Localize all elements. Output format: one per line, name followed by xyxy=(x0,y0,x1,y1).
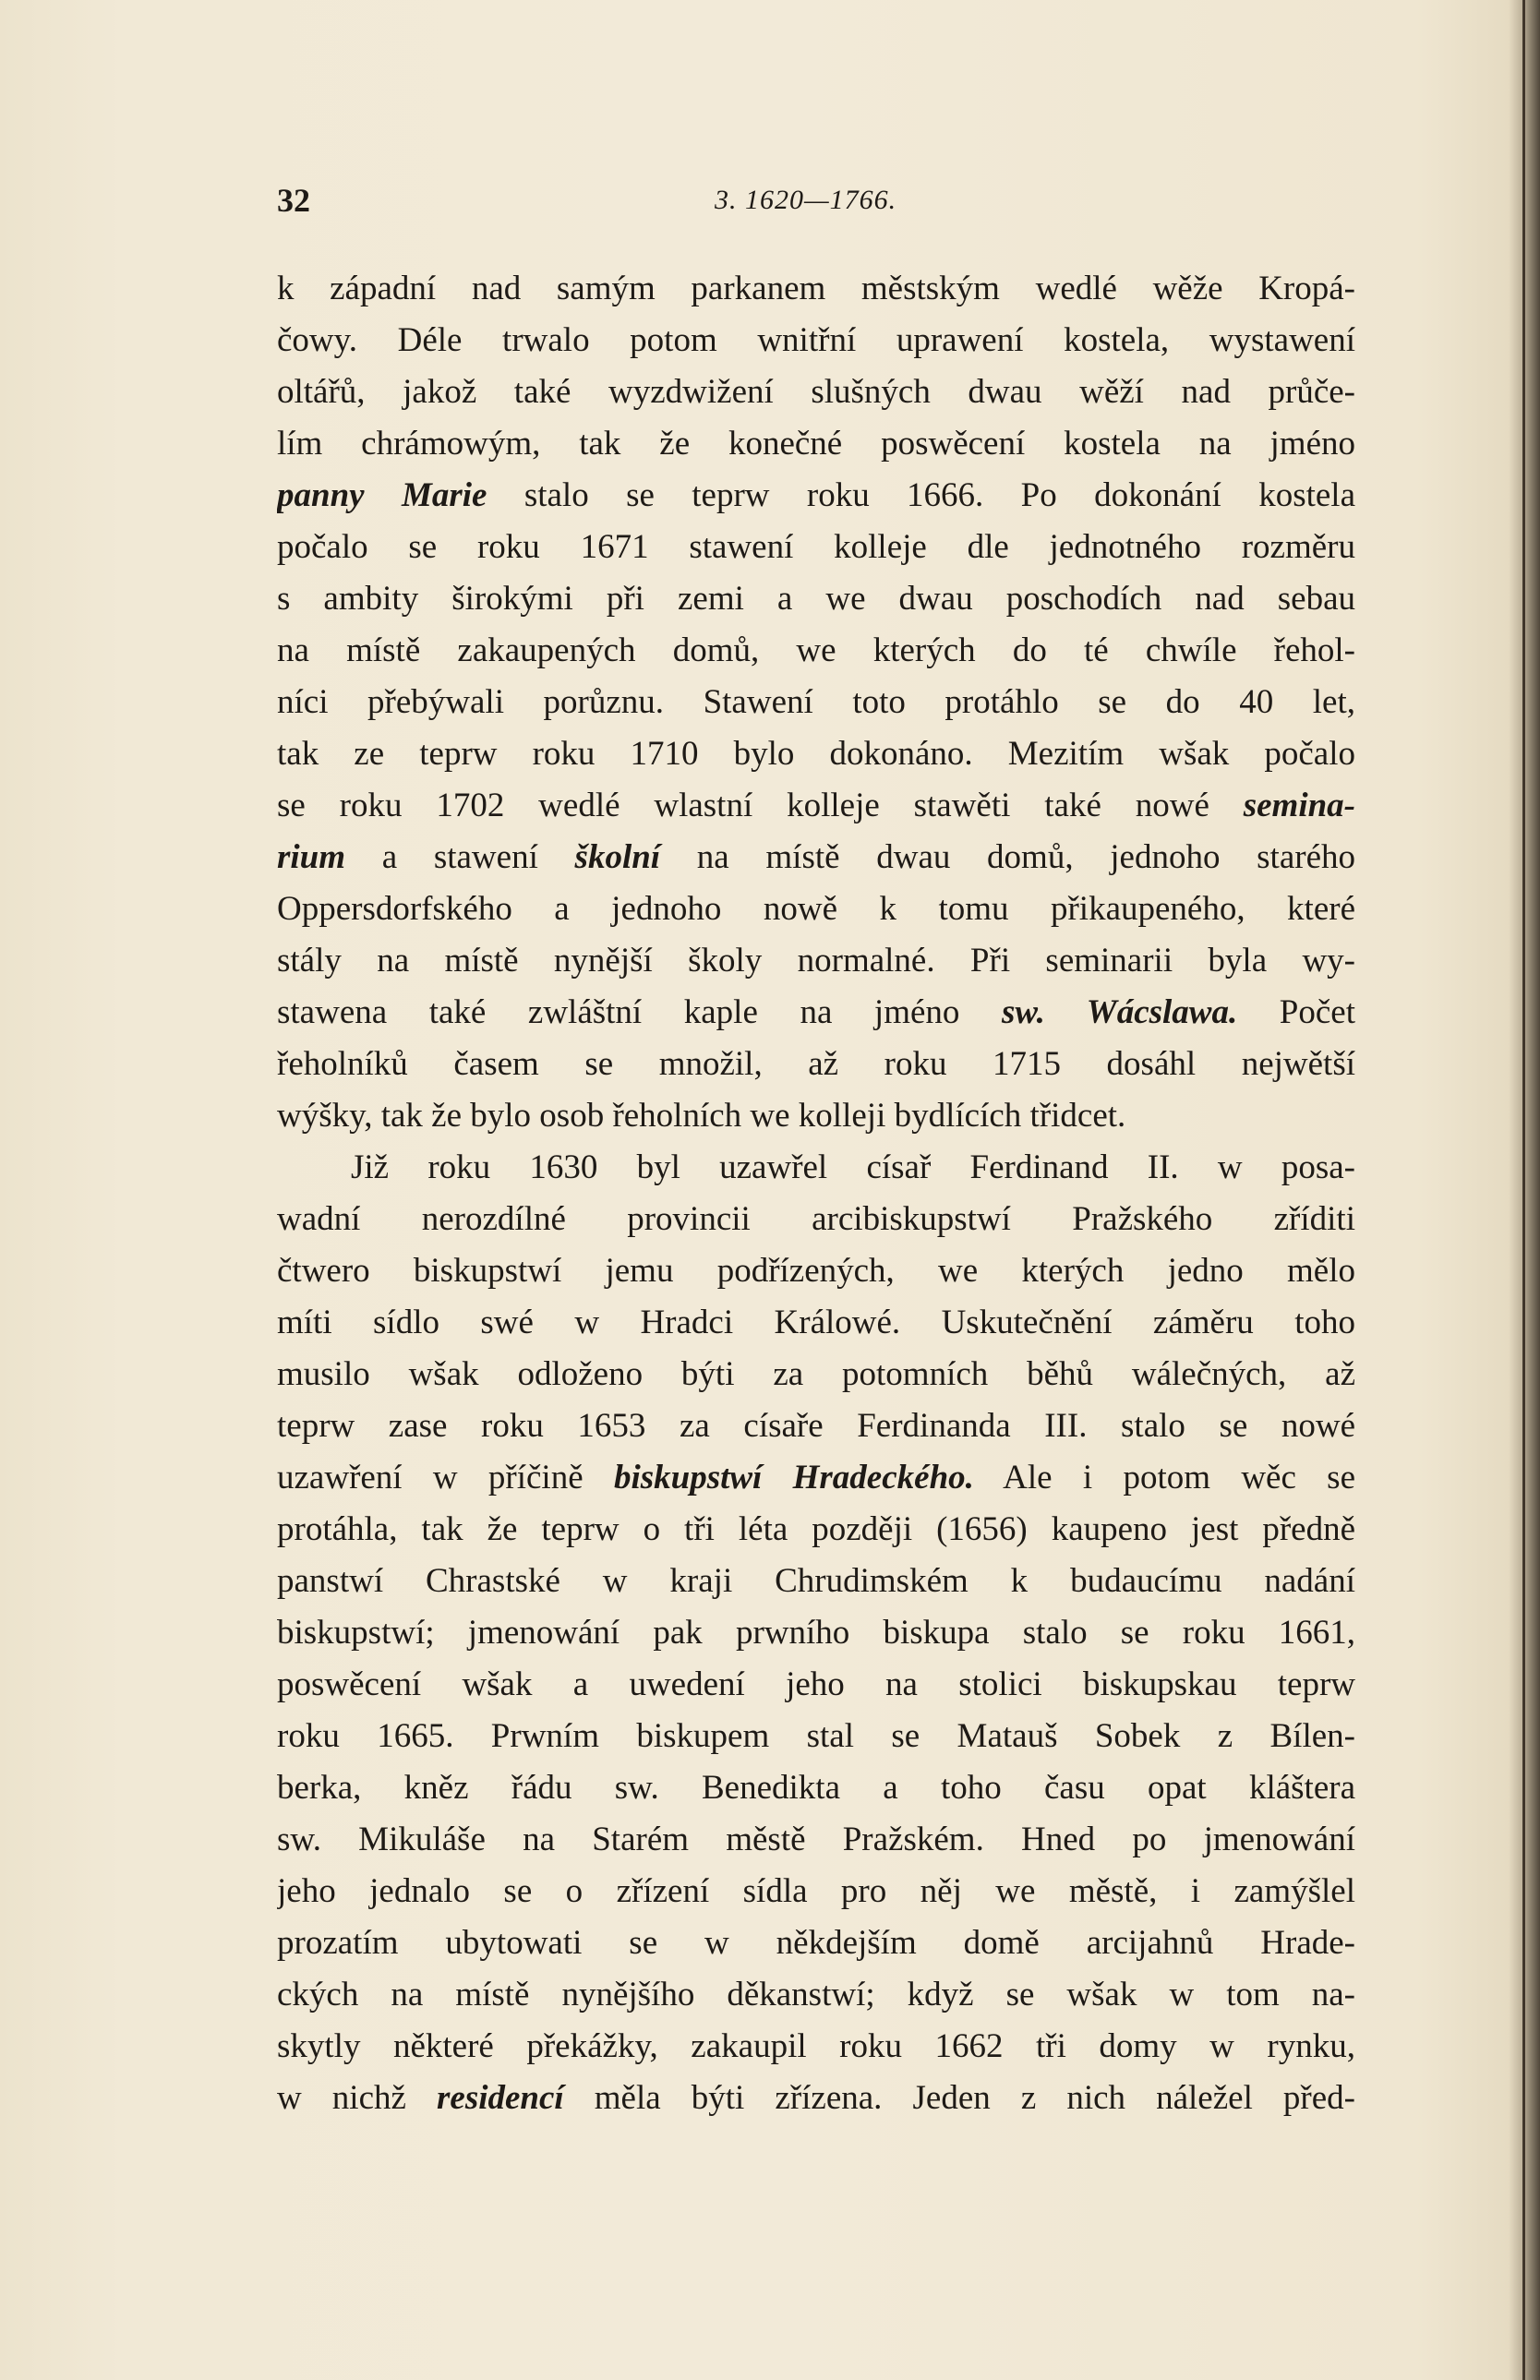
emphasized-text: biskupstwí Hradeckého. xyxy=(613,1459,974,1497)
text-segment: stály na místě nynější školy normalné. Při seminarii byla wy- xyxy=(277,942,1355,980)
text-line xyxy=(277,1659,1355,1711)
text-line xyxy=(277,987,1355,1039)
text-segment: jeho jednalo se o zřízení sídla pro něj we městě, i zamýšlel xyxy=(277,1872,1355,1910)
text-segment: prozatím ubytowati se w někdejším domě arcijahnů Hrade- xyxy=(277,1924,1355,1962)
text-segment: wadní nerozdílné provincii arcibiskupstwí Pražského zříditi xyxy=(277,1200,1355,1238)
text-line xyxy=(277,1142,1355,1194)
text-segment: níci přebýwali porůznu. Stawení toto protáhlo se do 40 let, xyxy=(277,683,1355,721)
text-segment: měla býti zřízena. Jeden z nich náležel před- xyxy=(563,2079,1355,2117)
page-header xyxy=(277,181,1355,227)
text-line xyxy=(277,1452,1355,1504)
text-segment: oltářů, jakož také wyzdwižení slušných dwau wěží nad průče- xyxy=(277,373,1355,411)
text-line xyxy=(277,1814,1355,1866)
emphasized-text: panny Marie xyxy=(277,476,487,514)
text-segment: panstwí Chrastské w kraji Chrudimském k budaucímu nadání xyxy=(277,1562,1355,1600)
text-segment: sw. Mikuláše na Starém městě Pražském. Hned po jmenowání xyxy=(277,1821,1355,1858)
text-segment: Počet xyxy=(1237,993,1355,1031)
text-segment: teprw zase roku 1653 za císaře Ferdinanda III. stalo se nowé xyxy=(277,1407,1355,1445)
emphasized-text: školní xyxy=(574,838,661,876)
emphasized-text: sw. Wácslawa. xyxy=(1001,993,1238,1031)
text-line xyxy=(277,1349,1355,1400)
text-segment: a stawení xyxy=(345,838,575,876)
text-segment: Oppersdorfského a jednoho nowě k tomu přikaupeného, které xyxy=(277,890,1355,928)
text-line xyxy=(277,522,1355,573)
text-segment: tak ze teprw roku 1710 bylo dokonáno. Mezitím wšak počalo xyxy=(277,735,1355,773)
text-segment: čtwero biskupstwí jemu podřízených, we kterých jedno mělo xyxy=(277,1252,1355,1290)
text-line xyxy=(277,1969,1355,2021)
text-segment: lím chrámowým, tak že konečné poswěcení kostela na jméno xyxy=(277,425,1355,463)
text-segment: Ale i potom wěc se xyxy=(973,1459,1355,1497)
text-segment: míti sídlo swé w Hradci Králowé. Uskutečnění záměru toho xyxy=(277,1304,1355,1341)
text-line xyxy=(277,883,1355,935)
text-line xyxy=(277,1556,1355,1607)
page-number: 32 xyxy=(277,182,310,219)
text-segment: protáhla, tak že teprw o tři léta později (1656) kaupeno jest předně xyxy=(277,1510,1355,1548)
text-line xyxy=(277,263,1355,315)
text-line xyxy=(277,2073,1355,2124)
text-line xyxy=(277,1866,1355,1917)
text-line xyxy=(277,677,1355,728)
text-line xyxy=(277,1917,1355,1969)
text-segment: poswěcení wšak a uwedení jeho na stolici biskupskau teprw xyxy=(277,1665,1355,1703)
text-line xyxy=(277,780,1355,832)
text-line xyxy=(277,1400,1355,1452)
text-segment: k západní nad samým parkanem městským wedlé wěže Kropá- xyxy=(277,270,1355,307)
text-line xyxy=(277,1762,1355,1814)
text-segment: skytly některé překážky, zakaupil roku 1662 tři domy w rynku, xyxy=(277,2027,1355,2065)
text-segment: w nichž xyxy=(277,2079,437,2117)
text-segment: roku 1665. Prwním biskupem stal se Matauš Sobek z Bílen- xyxy=(277,1717,1355,1755)
text-segment: stalo se teprw roku 1666. Po dokonání kostela xyxy=(487,476,1355,514)
text-line xyxy=(277,625,1355,677)
text-segment: na místě zakaupených domů, we kterých do té chwíle řehol- xyxy=(277,631,1355,669)
text-segment: ckých na místě nynějšího děkanstwí; když se wšak w tom na- xyxy=(277,1976,1355,2013)
emphasized-text: rium xyxy=(277,838,346,876)
running-head: 3. 1620—1766. xyxy=(715,185,897,215)
text-segment: čowy. Déle trwalo potom wnitřní uprawení kostela, wystawení xyxy=(277,321,1355,359)
text-segment: biskupstwí; jmenowání pak prwního biskupa stalo se roku 1661, xyxy=(277,1614,1355,1652)
text-line xyxy=(277,1090,1355,1142)
text-line xyxy=(277,1504,1355,1556)
text-line xyxy=(277,367,1355,418)
emphasized-text: residencí xyxy=(437,2079,564,2117)
text-segment: musilo wšak odloženo býti za potomních běhů wálečných, až xyxy=(277,1355,1355,1393)
text-line xyxy=(277,573,1355,625)
text-line xyxy=(277,1711,1355,1762)
text-line xyxy=(277,1245,1355,1297)
text-segment: na místě dwau domů, jednoho starého xyxy=(660,838,1355,876)
text-line xyxy=(277,832,1355,883)
body-text xyxy=(277,263,1355,2124)
text-segment: uzawření w příčině xyxy=(277,1459,614,1497)
text-segment: stawena také zwláštní kaple na jméno xyxy=(277,993,1002,1031)
text-segment: berka, kněz řádu sw. Benedikta a toho času opat kláštera xyxy=(277,1769,1355,1807)
text-line xyxy=(277,1039,1355,1090)
text-line xyxy=(277,1297,1355,1349)
text-line xyxy=(277,1607,1355,1659)
emphasized-text: semina- xyxy=(1243,787,1355,824)
text-line xyxy=(277,728,1355,780)
text-segment: Již roku 1630 byl uzawřel císař Ferdinand II. w posa- xyxy=(351,1148,1355,1186)
text-segment: s ambity širokými při zemi a we dwau poschodích nad sebau xyxy=(277,580,1355,618)
text-line xyxy=(277,418,1355,470)
text-line xyxy=(277,315,1355,367)
text-line xyxy=(277,935,1355,987)
text-segment: řeholníků časem se množil, až roku 1715 dosáhl nejwětší xyxy=(277,1045,1355,1083)
text-segment: počalo se roku 1671 stawení kolleje dle jednotného rozměru xyxy=(277,528,1355,566)
text-line xyxy=(277,470,1355,522)
text-segment: se roku 1702 wedlé wlastní kolleje stawěti také nowé xyxy=(277,787,1244,824)
text-line xyxy=(277,1194,1355,1245)
page-edge-line xyxy=(1522,0,1525,2380)
text-line xyxy=(277,2021,1355,2073)
text-segment: wýšky, tak že bylo osob řeholních we kolleji bydlících třidcet. xyxy=(277,1097,1126,1135)
